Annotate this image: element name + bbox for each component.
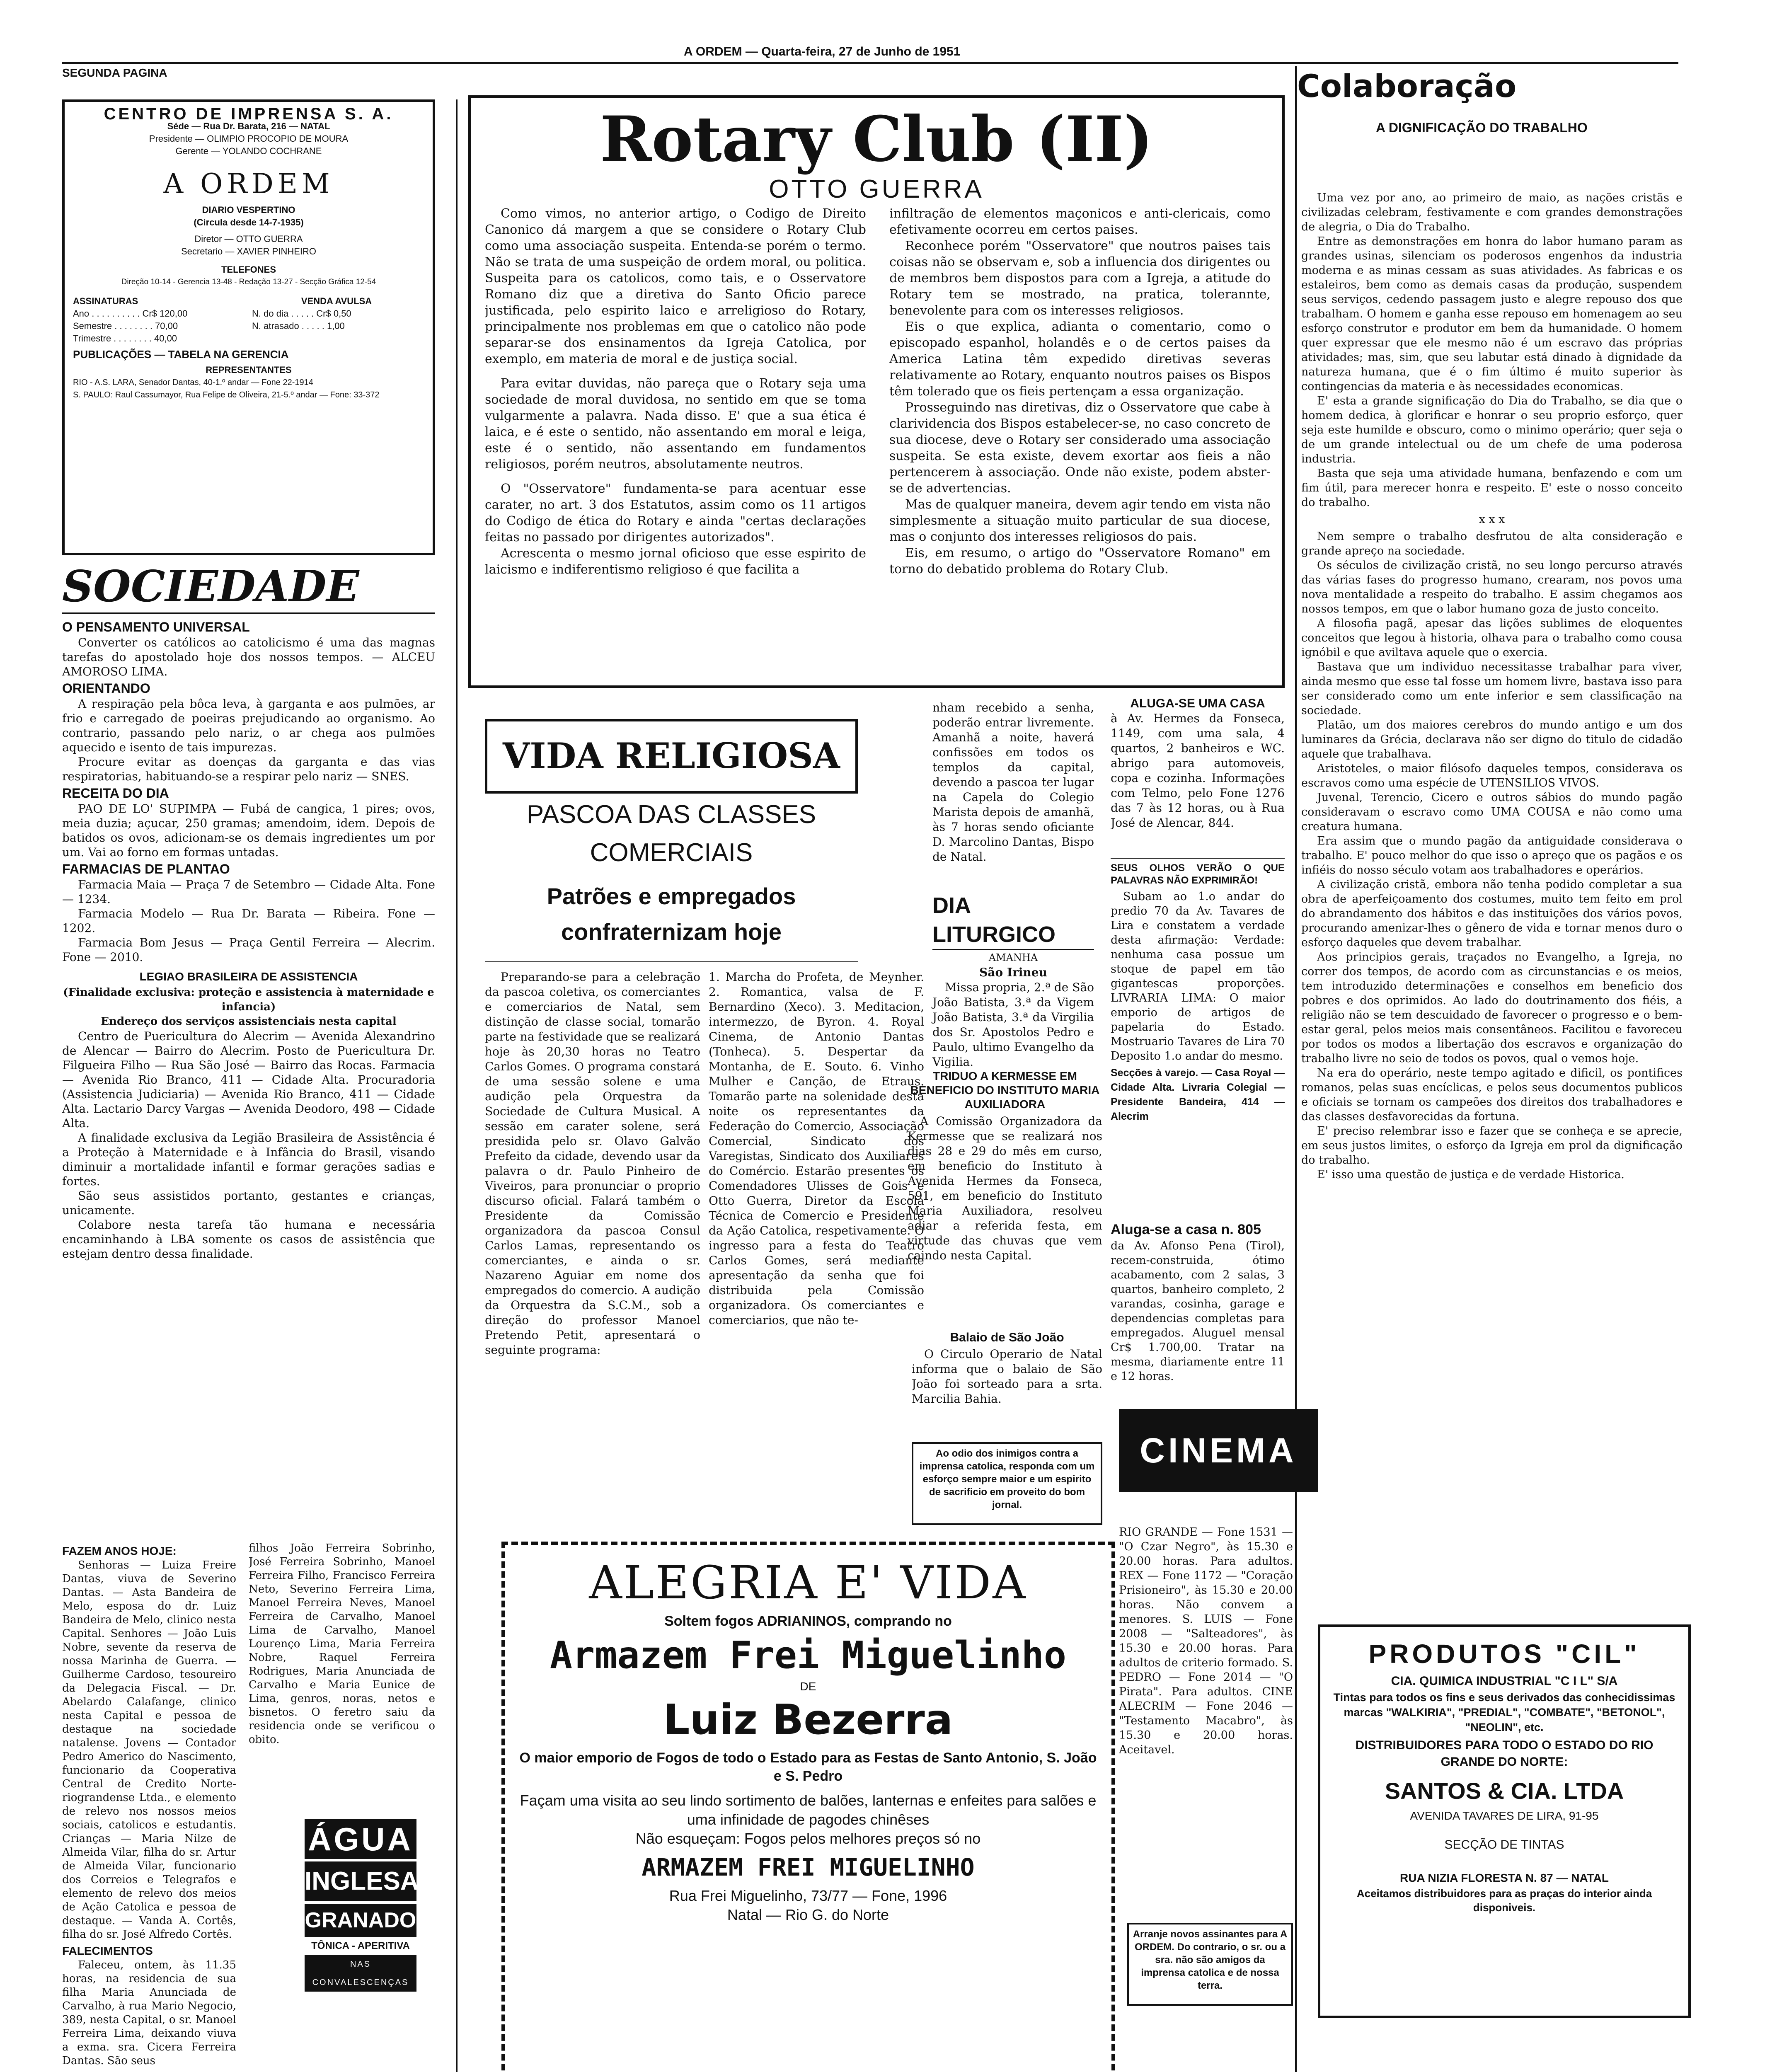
alegria-ad — [501, 1542, 1115, 2072]
aniversarios-text: Senhoras — Luiza Freire Dantas, viuva de Severino Dantas. — Asta Bandeira de Melo, esposa do dr. Luiz Bandeira de Melo, clinico nesta Capital. Senhores — João Luis Nobre, sevente da reserva de nossa Marinha de Guerra. — Guilherme Cardoso, tesoureiro da Delegacia Fiscal. — Dr. Abelardo Calafange, clinico nesta Capital e pessoa de destaque na sociedade natalense. Jovens — Contador Pedro Americo do Nascimento, funcionario da Cooperativa Central de Credito Norte-riograndense Ltda., e elemento de relevo nos nossos meios sociais, catolicos e estudantis. Crianças — Maria Nilze de Almeida Vilar, filha do sr. Artur de Almeida Vilar, funcionario dos Correios e Telegrafos e elemento de relevo dos meios de Ação Catolica e pessoa de destaque. — Vanda A. Cortês, filha do sr. José Alfredo Cortês. — [62, 1559, 236, 1941]
colab-p13: A civilização cristã, embora não tenha podido completar a sua obra de aperfeiçoamento dos costumes, muito tem feito em prol do abrandamento dos hábitos e das instituições dos vários povos, procurando amenizar-lhes o gênero de vida e tornar menos duro o esforço daqueles que devem trabalhar. — [1301, 878, 1683, 949]
cil-santos: SANTOS & CIA. LTDA — [1385, 1778, 1624, 1804]
legiao-colabore: Colabore nesta tarefa tão humana e necessária encaminhando à LBA somente os casos de assistência que estejam dentro dessa finalidade. — [62, 1218, 435, 1261]
livraria-seccoes: Secções à varejo. — Casa Royal — Cidade Alta. Livraria Colegial — Presidente Bandeira, 414 — Alecrim — [1111, 1067, 1285, 1122]
cinema-logo: CINEMA — [1119, 1409, 1318, 1492]
aluga-casa-1-title: ALUGA-SE UMA CASA — [1130, 697, 1265, 710]
alegria-title: ALEGRIA E' VIDA — [589, 1556, 1027, 1609]
dia-liturgico-amanha: AMANHA — [988, 952, 1038, 963]
alegria-address: Rua Frei Miguelinho, 73/77 — Fone, 1996 — [669, 1887, 947, 1904]
pascoa-text-2: 1. Marcha do Profeta, de Meynher. 2. Romantica, valsa de F. Bernardino (Xeco). 3. Meditacion, intermezzo, de Byron. 4. Royal Cinema, de Antonio Dantas (Tonheca). 5. Despertar da Montanha, de E. Souto. 6. Vinho Mulher e Canção, de Etraus. Tomarão parte na solenidade desta noite os representantes da Federação do Comercio, Associação Comercial, Sindicato dos Varegistas, Sindicato dos Auxiliares do Comércio. Estarão presentes os Comendadores Ulisses de Gois e Otto Guerra, Diretor da Escola Técnica de Comercio e Presidente da Ação Catolica, respetivamente. O ingresso para a festa do Teatro Carlos Gomes, será mediante apresentação da senha que foi distribuida pela Comissão organizadora. Os comerciantes e comerciarios, que não te- — [709, 970, 924, 1327]
cil-seccao: SECÇÃO DE TINTAS — [1444, 1838, 1564, 1852]
imprint-address: Séde — Rua Dr. Barata, 216 — NATAL — [167, 121, 330, 131]
dia-liturgico — [932, 891, 1094, 1069]
cil-avenida: AVENIDA TAVARES DE LIRA, 91-95 — [1410, 1809, 1599, 1822]
page-section-label: SEGUNDA PAGINA — [62, 66, 167, 79]
arranje-text: Arranje novos assinantes para A ORDEM. Do contrario, o sr. ou a sra. não são amigos da imprensa catolica e de nossa terra. — [1133, 1929, 1288, 1991]
colab-p14: Aos principios gerais, traçados no Evangelho, a Igreja, no correr dos tempos, de acordo com as circunstancias e os meios, tem introduzido determinações e conselhos em beneficio dos pobres e dos oprimidos. Ao lado do doutrinamento dos fiéis, a religião não se tem descuidado de favorecer o progresso e o bem-estar geral, pelos meios mais consentâneos. Facilitou e favoreceu por todos os modos a libertação dos escravos e organização do trabalho livre no seio de todos os povos, qual o vemos hoje. — [1301, 951, 1683, 1065]
rotary-article — [468, 95, 1285, 688]
colab-separator: x x x — [1479, 513, 1505, 526]
colab-p17: E' isso uma questão de justiça e de verdade Historica. — [1317, 1168, 1624, 1181]
rotary-c1-p2: Para evitar duvidas, não pareça que o Rotary seja uma sociedade de moral duvidosa, no sentido em que se toma vulgarmente a palavra. Nada disso. E' que a sua ética é laica, e é este o sentido, não assentando em moral e leiga, este é o sentido, não assentando em fundamentos religiosos, porém neutros, absolutamente neutros. — [485, 376, 866, 472]
pascoa-title: PASCOA DAS CLASSES COMERCIAIS — [526, 800, 816, 867]
alegria-city: Natal — Rio G. do Norte — [727, 1906, 889, 1923]
imprint-diretor: Diretor — OTTO GUERRA — [194, 234, 303, 244]
farmacia-2: Farmacia Modelo — Rua Dr. Barata — Ribeira. Fone — 1202. — [62, 907, 435, 935]
seus-olhos-title: SEUS OLHOS VERÃO O QUE PALAVRAS NÃO EXPRIMIRÃO! — [1111, 862, 1285, 886]
luiz-bezerra: Luiz Bezerra — [663, 1695, 953, 1744]
dia-liturgico-text: Missa propria, 2.ª de São João Batista, 3.ª da Vigem João Batista, 3.ª da Virgilia dos Sr. Apostolos Pedro e Paulo, ultimo Evangelho da Vigilia. — [932, 980, 1094, 1069]
imprint-venda-heading: VENDA AVULSA — [301, 296, 372, 306]
farmacias-heading: FARMACIAS DE PLANTAO — [62, 862, 230, 876]
colab-p8: Bastava que um individuo necessitasse trabalhar para viver, ainda mesmo que esse tal fosse um homem livre, bastava isso para ser considerado como um ente inferior e sem classificação na sociedade. — [1301, 661, 1683, 717]
vida-religiosa-box — [485, 719, 858, 794]
sociedade-column — [62, 617, 435, 1591]
cil-company: CIA. QUIMICA INDUSTRIAL "C I L" S/A — [1391, 1674, 1618, 1688]
kermesse-title: TRIDUO A KERMESSE EM BENEFICIO DO INSTITUTO MARIA AUXILIADORA — [910, 1070, 1100, 1111]
aluga-805-text: da Av. Afonso Pena (Tirol), recem-construida, ótimo acabamento, com 2 salas, 3 quartos, banheiro completo, 2 varandas, cosinha, garage e dependencias completas para empregados. Aluguel mensal Cr$ 1.700,00. Tratar na mesma, diariamente entre 11 e 12 horas. — [1111, 1239, 1285, 1383]
page-date-line: A ORDEM — Quarta-feira, 27 de Junho de 1951 — [684, 45, 961, 58]
imprint-telefones-heading: TELEFONES — [221, 264, 276, 275]
pensamento-heading: O PENSAMENTO UNIVERSAL — [62, 620, 250, 634]
rotary-c1-p3: O "Osservatore" fundamenta-se para acentuar esse carater, no art. 3 dos Estatutos, assim como os 11 artigos do Codigo de ética do Rotary e ainda "certas declarações feitas no passado por dirigentes autorizados". — [485, 482, 866, 545]
imprint-ano: Ano . . . . . . . . . . Cr$ 120,00 — [73, 308, 188, 319]
balaio-notice — [912, 1330, 1102, 1434]
rotary-c2-p2: Reconhece porém "Osservatore" que noutros paises tais coisas não se observam e, sob a influencia dos dirigentes ou de membros bem dispostos para com a Igreja, a atitude do Rotary tem se mostrado, na pratica, tolerannte, benevolente para com os interesses religiosos. — [889, 239, 1271, 318]
aluga-casa-1-text: à Av. Hermes da Fonseca, 1149, com uma sala, 4 quartos, 2 banheiros e WC. abrigo para automoveis, copa e cozinha. Informações com Telmo, pelo Fone 1276 das 7 às 12 horas, ou à Rua José de Alencar, 844. — [1111, 712, 1285, 830]
cil-rua: RUA NIZIA FLORESTA N. 87 — NATAL — [1400, 1871, 1609, 1884]
colab-p6: Os séculos de civilização cristã, no seu longo percurso através das várias fases do progresso humano, crearam, nos povos uma nova mentalidade a respeito do trabalho. E assim chegamos aos nossos tempos, em que o labor humano goza de justo conceito. — [1301, 559, 1683, 615]
alegria-de: DE — [800, 1680, 816, 1693]
pascoa-subtitle: Patrões e empregados confraternizam hoje — [547, 883, 796, 945]
rotary-c2-p1: infiltração de elementos maçonicos e anti-clericais, como efetivamente ocorreu em certos paises. — [889, 206, 1271, 237]
receita-text: PAO DE LO' SUPIMPA — Fubá de cangica, 1 pires; ovos, meia duzia; açucar, 250 gramas; amendoim, idem. Depois de batidos os ovos, adicionam-se os demais ingredientes um por um. Vai ao forno em formas untadas. — [62, 802, 435, 859]
rotary-column-1 — [485, 206, 866, 682]
orientando-text-2: Procure evitar as doenças da garganta e das vias respiratorias, habituando-se a respirar pelo nariz — SNES. — [62, 755, 435, 783]
pascoa-column-2 — [709, 970, 924, 1521]
vida-religiosa-title: VIDA RELIGIOSA — [503, 735, 840, 776]
imprint-n-dia: N. do dia . . . . . Cr$ 0,50 — [252, 308, 351, 319]
rotary-column-2 — [889, 206, 1271, 682]
legiao-list: Centro de Puericultura do Alecrim — Avenida Alexandrino de Alencar — Bairro do Alecrim. Posto de Puericultura Dr. Filgueira Filho — Rua São José — Bairro das Rocas. Farmacia — Avenida Rio Branco, 411 — Cidade Alta. Procuradoria (Assistencia Judiciaria) — Avenida Rio Branco, 411 — Cidade Alta. Lactario Darcy Vargas — Avenida Deodoro, 498 — Cidade Alta. — [62, 1029, 435, 1130]
pascoa-column-1 — [485, 970, 700, 1521]
arranje-box — [1127, 1923, 1293, 2006]
kermesse-text: A Comissão Organizadora da Kermesse que se realizará nos dias 28 e 29 do mês em curso, em beneficio do Instituto à Avenida Hermes da Fonseca, 591, em beneficio do Instituto Maria Auxiliadora, resolveu adiar a referida festa, em virtude das chuvas que vem caindo nesta Capital. — [908, 1114, 1102, 1262]
legiao-heading: LEGIAO BRASILEIRA DE ASSISTENCIA — [139, 970, 358, 983]
header-rule — [62, 62, 1678, 64]
aluga-805-title: Aluga-se a casa n. 805 — [1111, 1222, 1261, 1237]
falecimentos-text: Faleceu, ontem, às 11.35 horas, na residencia de sua filha Maria Anunciada de Carvalho, à rua Mario Negocio, 389, nesta Capital, o sr. Manoel Ferreira Lima, deixando viuva a exma. sra. Cicera Ferreira Dantas. São seus — [62, 1959, 236, 2067]
imprint-circula: (Circula desde 14-7-1935) — [194, 217, 304, 228]
balaio-text: O Circulo Operario de Natal informa que o balaio de São João foi sorteado para a srta. Marcilia Bahia. — [912, 1347, 1102, 1406]
alegria-line-6: Não esqueçam: Fogos pelos melhores preços só no — [635, 1830, 981, 1847]
farmacia-1: Farmacia Maia — Praça 7 de Setembro — Cidade Alta. Fone — 1234. — [62, 878, 435, 906]
imprint-rep-rio: RIO - A.S. LARA, Senador Dantas, 40-1.º andar — Fone 22-1914 — [73, 378, 313, 387]
pascoa-text-3: nham recebido a senha, poderão entrar livremente. Amanhã a noite, haverá confissões em todos os templos da capital, devendo a pascoa ter lugar na Capela do Colegio Marista depois de amanhã, às 7 horas sendo oficiante D. Marcolino Dantas, Bispo de Natal. — [932, 701, 1094, 864]
balaio-title: Balaio de São João — [950, 1331, 1064, 1344]
pascoa-rule — [485, 961, 858, 962]
dia-liturgico-santo: São Irineu — [979, 966, 1047, 979]
imprint-telefones: Direção 10-14 - Gerencia 13-48 - Redação 13-27 - Secção Gráfica 12-54 — [121, 278, 376, 286]
filhos-text: filhos João Ferreira Sobrinho, José Ferreira Sobrinho, Manoel Ferreira Filho, Francisco Ferreira Neto, Severino Ferreira Lima, Manoel Ferreira Neves, Manoel Ferreira de Carvalho, Manoel Lima de Carvalho, Manoel Lourenço Lima, Maria Ferreira Nobre, Raquel Ferreira Rodrigues, Maria Anunciada de Carvalho e Maria Eunice de Lima, genros, noras, netos e bisnetos. O feretro saiu da residencia onde se verificou o obito. — [249, 1542, 435, 1746]
dia-liturgico-title: DIA LITURGICO — [932, 891, 1094, 950]
colab-p9: Platão, um dos maiores cerebros do mundo antigo e um dos luminares da Grécia, declarava não ser digno do titulo de cidadão aquele que trabalhava. — [1301, 719, 1683, 760]
orientando-heading: ORIENTANDO — [62, 681, 150, 696]
colab-p12: Era assim que o mundo pagão da antiguidade considerava o trabalho. E' pouco melhor do que isso o apreço que os pagãos e os infiéis do nosso século votam aos trabalhadores e operários. — [1301, 835, 1683, 876]
pascoa-column-3 — [932, 700, 1094, 874]
imprint-rep-heading: REPRESENTANTES — [206, 365, 292, 375]
convalescencas: NAS CONVALESCENÇAS — [305, 1955, 416, 1992]
aniversarios-column — [62, 1542, 236, 2072]
agua-inglesa-ad — [305, 1819, 419, 2010]
legiao-assistidos: São seus assistidos portanto, gestantes e crianças, unicamente. — [62, 1189, 435, 1217]
colaboracao-column — [1301, 191, 1683, 1724]
rotary-author: OTTO GUERRA — [769, 175, 984, 203]
imprint-gerente: Gerente — YOLANDO COCHRANE — [175, 146, 322, 156]
imprint-trimestre: Trimestre . . . . . . . . 40,00 — [73, 333, 177, 344]
cinema-listings — [1119, 1525, 1293, 1964]
armazem-name-2: ARMAZEM FREI MIGUELINHO — [642, 1853, 975, 1881]
alegria-line-1: Soltem fogos ADRIANINOS, comprando no — [664, 1613, 952, 1629]
cil-title: PRODUTOS "CIL" — [1368, 1639, 1640, 1669]
colab-p2: Entre as demonstrações em honra do labor humano param as grandes usinas, silenciam os poderosos engenhos da industria moderna e as minas cessam as suas atividades. As fabricas e os estaleiros, bem como as demais casas da produção, suspendem seus serviços, cedendo passagem justo e alegre repouso dos que trabalham. O homem e ganha esse repouso em homenagem ao seu esforço construtor e produtor em bem da humanidade. O homem quer expressar que ele mesmo não é um escravo das próprias atividades; mas, sim, que seu labutar está dinado à dignidade da natureza humana, que é o fim último é muito superior às contingencias da materia e às necessidades economicas. — [1301, 235, 1683, 393]
imprint-secretario: Secretario — XAVIER PINHEIRO — [181, 246, 316, 257]
colab-p4: Basta que seja uma atividade humana, benfazendo e com um fim útil, para merecer honra e respeito. E' este o nosso conceito do trabalho. — [1301, 467, 1683, 509]
inglesa-word: INGLESA — [305, 1861, 416, 1901]
produtos-cil-ad — [1318, 1624, 1691, 2018]
farmacia-3: Farmacia Bom Jesus — Praça Gentil Ferreira — Alecrim. Fone — 2010. — [62, 936, 435, 964]
aniversarios-heading: FAZEM ANOS HOJE: — [62, 1544, 177, 1557]
cinema-text: RIO GRANDE — Fone 1531 — "O Czar Negro", às 15.30 e 20.00 horas. Para adultos. REX — Fone 1172 — "Coração Prisioneiro", às 15.30 e 20.00 horas. Não convem a menores. S. LUIS — Fone 2008 — "Salteadores", às 15.30 e 20.00 horas. Para adultos de criterio formado. S. PEDRO — Fone 2014 — "O Pirata". Para adultos. CINE ALECRIM — Fone 2046 — "Testamento Macabro", às 15.30 e 20.00 horas. Aceitavel. — [1119, 1526, 1293, 1756]
colab-p3: E' esta a grande significação do Dia do Trabalho, se dia que o homem dedica, à glorificar e honrar o seu proprio esforço, quer seja este humilde e obscuro, como o minimo operário; quer seja o de um grande intelectual ou de um chefe de uma poderosa industria. — [1301, 395, 1683, 465]
alegria-line-5: Façam uma visita ao seu lindo sortimento de balões, lanternas e enfeites para salões e uma infinidade de pagodes chinêses — [520, 1792, 1097, 1828]
granado-word: GRANADO — [305, 1904, 416, 1937]
aluga-casa-805 — [1111, 1222, 1285, 1417]
rotary-c2-p3: Eis o que explica, adianta o comentario, como o episcopado espanhol, holandês e o de certos paises da America Latina têm expedido diretivas severas relativamente ao Rotary, enquanto noutros paises os Bispos têm tolerado que os fieis pertençam a essa organização. — [889, 320, 1271, 399]
imprint-box — [62, 99, 435, 555]
kermesse-notice — [908, 1069, 1102, 1326]
aluga-rule — [1111, 858, 1285, 859]
rotary-c1-p1: Como vimos, no anterior artigo, o Codigo de Direito Canonico dá margem a que se considere o Rotary Club como uma associação suspeita. Entenda-se porém o termo. Não se trata de uma suspeição de ordem moral, ou politica. Suspeita para os catolicos, como tais, e o Osservatore Romano diz que a diretiva do Santo Oficio parece justificada, pelo espirito laico e arreligioso do Rotary, principalmente nos problemas em que o catolico não pode separar-se dos ensinamentos da Igreja Catolica, por exemplo, em materia de moral e de justiça social. — [485, 206, 866, 366]
legiao-finalidade: A finalidade exclusiva da Legião Brasileira de Assistência é a Proteção à Maternidade e à Infância do Brasil, visando diminuir a mortalidade infantil e formar gerações sadias e fortes. — [62, 1131, 435, 1188]
imprint-president: Presidente — OLIMPIO PROCOPIO DE MOURA — [149, 133, 349, 144]
imprint-semestre: Semestre . . . . . . . . 70,00 — [73, 321, 178, 331]
rotary-c1-p4: Acrescenta o mesmo jornal oficioso que esse espirito de laicismo e indiferentismo religioso é que facilita a — [485, 546, 866, 577]
colab-p10: Aristoteles, o maior filósofo daqueles tempos, considerava os escravos como uma espécie de UTENSILIOS VIVOS. — [1301, 762, 1683, 789]
imprint-diario: DIARIO VESPERTINO — [202, 205, 295, 215]
tonica-aperitiva: TÔNICA - APERITIVA — [311, 1940, 410, 1951]
livraria-lima-ad — [1111, 862, 1285, 1181]
rotary-c2-p5: Mas de qualquer maneira, devem agir tendo em vista não simplesmente a situação muito particular de sua diocese, mas o conjunto dos interesses religiosos do pais. — [889, 497, 1271, 544]
imprint-company: CENTRO DE IMPRENSA S. A. — [104, 105, 394, 123]
cil-marcas: Tintas para todos os fins e seus derivados das conhecidissimas marcas "WALKIRIA", "PREDIAL", "COMBATE", "BETONOL", "NEOLIN", etc. — [1333, 1691, 1675, 1733]
column-rule-3 — [1295, 66, 1297, 2072]
rotary-title: Rotary Club (II) — [600, 103, 1153, 176]
column-rule-1 — [456, 99, 458, 2072]
colab-p15: Na era do operário, neste tempo agitado e dificil, os pontifices romanos, pelas suas encíclicas, e pelos seus documentos publicos e oficiais se tornam os campeões dos direitos dos trabalhadores e das classes desfavorecidas da fortuna. — [1301, 1067, 1683, 1123]
imprint-n-atrasado: N. atrasado . . . . . 1,00 — [252, 321, 345, 331]
cil-distribuidores: DISTRIBUIDORES PARA TODO O ESTADO DO RIO GRANDE DO NORTE: — [1355, 1738, 1654, 1769]
imprint-rep-sp: S. PAULO: Raul Cassumayor, Rua Felipe de Oliveira, 21-5.º andar — Fone: 33-372 — [73, 390, 380, 399]
legiao-enderecos: Endereço dos serviços assistenciais nesta capital — [101, 1015, 397, 1028]
imprint-publicacoes: PUBLICAÇÕES — TABELA NA GERENCIA — [73, 348, 289, 361]
alegria-line-4: O maior emporio de Fogos de todo o Estado para as Festas de Santo Antonio, S. João e S. Pedro — [519, 1750, 1097, 1784]
colab-p16: E' preciso relembrar isso e fazer que se conheça e se aprecie, em seus justos limites, o esforço da Igreja em prol da dignificação do trabalho. — [1301, 1125, 1683, 1167]
sociedade-rule — [62, 612, 435, 614]
colab-p11: Juvenal, Terencio, Cicero e outros sábios do mundo pagão consideravam o escravo como UMA COUSA e não como uma creatura humana. — [1301, 791, 1683, 833]
rotary-c2-p6: Eis, em resumo, o artigo do "Osservatore Romano" em torno do debatido problema do Rotary Club. — [889, 546, 1271, 576]
legiao-subtitle: (Finalidade exclusiva: proteção e assistencia à maternidade e infancia) — [63, 986, 434, 1013]
rotary-c2-p4: Prosseguindo nas diretivas, diz o Osservatore que cabe à clarividencia dos Bispos estabelecer-se, no caso concreto de sua diocese, deve o Rotary ser considerado uma associação suspeita. Se esta existe, devem exortar aos fieis a não pertencerem à associação. Onde não existe, podem abster-se de advertencias. — [889, 400, 1271, 496]
pensamento-text: Converter os católicos ao catolicismo é uma das magnas tarefas do apostolado hoje dos nossos tempos. — ALCEU AMOROSO LIMA. — [62, 636, 435, 678]
colab-p5: Nem sempre o trabalho desfrutou de alta consideração e grande apreço na sociedade. — [1301, 530, 1683, 557]
falecimentos-continued — [249, 1542, 435, 1757]
receita-heading: RECEITA DO DIA — [62, 786, 169, 801]
seus-olhos-text: Subam ao 1.o andar do predio 70 da Av. Tavares de Lira e constatem a verdade desta afirmação: Verdade: nenhuma casa possue um stoque de papel em tão gigantescas proporções. LIVRARIA LIMA: O maior emporio de artigos de papelaria do Estado. Mostruario Tavares de Lira 70 Deposito 1.o andar do mesmo. — [1111, 890, 1285, 1063]
orientando-text-1: A respiração pela bôca leva, à garganta e aos pulmões, ar frio e carregado de poeiras prejudicando ao organismo. Ao contrario, passando pelo nariz, o ar chega aos pulmões aquecido e isento de tais impurezas. — [62, 697, 435, 754]
imprint-paper-name: A ORDEM — [163, 168, 334, 200]
odio-text: Ao odio dos inimigos contra a imprensa catolica, responda com um esforço sempre maior e um espirito de sacrificio em proveito do bom jornal. — [919, 1448, 1095, 1510]
colab-p7: A filosofia pagã, apesar das lições sublimes de eloquentes conceitos que legou à historia, olhava para o trabalho como cousa ignóbil e que aviltava aquele que o exercia. — [1301, 617, 1683, 659]
sociedade-title: SOCIEDADE — [62, 561, 359, 612]
pascoa-text-1: Preparando-se para a celebração da pascoa coletiva, os comerciantes e comerciarios de Natal, sem distinção de classe social, tomarão parte na festividade que se realizará hoje às 20,30 horas no Teatro Carlos Gomes. O programa constará de uma sessão solene e uma audição pela Orquestra da Sociedade de Cultura Musical. A sessão em carater solene, será presidida pelo sr. Olavo Galvão Prefeito da cidade, devendo usar da palavra o dr. Paulo Pinheiro de Viveiros, para pronunciar o proprio discurso oficial. Falará também o Presidente da Comissão organizadora da pascoa Consul Carlos Lamas, representando os comerciantes, e ainda o sr. Nazareno Aguiar em nome dos empregados do comercio. A audição da Orquestra da S.C.M., sob a direção do professor Manoel Pretendo Petit, apresentará o seguinte programa: — [485, 970, 700, 1357]
armazem-name: Armazem Frei Miguelinho — [550, 1634, 1067, 1677]
cil-aceitamos: Aceitamos distribuidores para as praças do interior ainda disponiveis. — [1356, 1887, 1652, 1914]
colaboracao-title: Colaboração — [1297, 68, 1517, 104]
imprint-assinaturas-heading: ASSINATURAS — [73, 296, 138, 306]
falecimentos-heading: FALECIMENTOS — [62, 1944, 153, 1957]
agua-word: ÁGUA — [305, 1819, 416, 1859]
odio-box — [912, 1442, 1102, 1525]
colaboracao-subtitle: A DIGNIFICAÇÃO DO TRABALHO — [1376, 120, 1588, 135]
colab-p1: Uma vez por ano, ao primeiro de maio, as nações cristãs e civilizadas celebram, festivamente e com grandes demonstrações de alegria, o Dia do Trabalho. — [1301, 191, 1683, 233]
